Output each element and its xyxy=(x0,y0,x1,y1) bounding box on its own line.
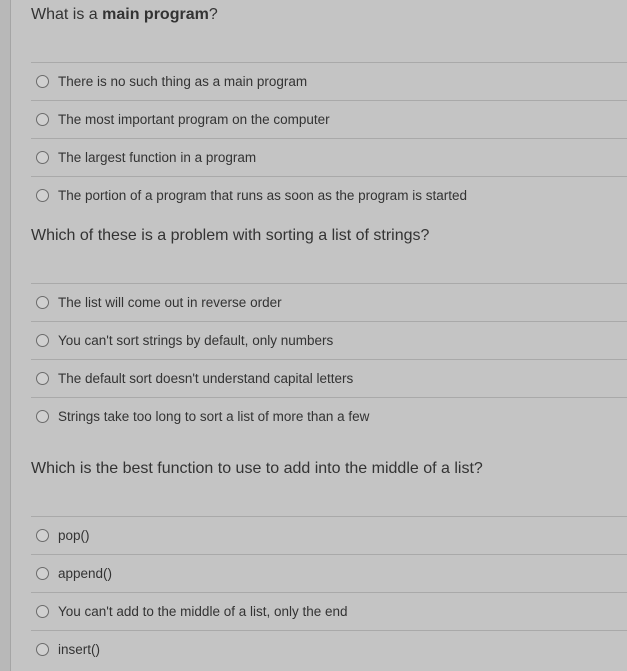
question-1-option-d[interactable] xyxy=(31,176,627,214)
radio-button-icon[interactable] xyxy=(36,529,49,542)
radio-button-icon[interactable] xyxy=(36,334,49,347)
question-3-text: Which is the best function to use to add into the middle of a list? xyxy=(31,460,483,477)
radio-button-icon[interactable] xyxy=(36,410,49,423)
option-label: You can't sort strings by default, only numbers xyxy=(58,333,334,348)
question-3-option-b[interactable] xyxy=(31,554,627,592)
question-2-option-c[interactable] xyxy=(31,359,627,397)
question-1 xyxy=(31,5,627,25)
option-label: insert() xyxy=(58,642,101,657)
option-label: The portion of a program that runs as soon as the program is started xyxy=(58,188,467,203)
radio-button-icon[interactable] xyxy=(36,643,49,656)
option-label: pop() xyxy=(58,528,90,543)
radio-button-icon[interactable] xyxy=(36,605,49,618)
radio-button-icon[interactable] xyxy=(36,567,49,580)
question-2-option-d[interactable] xyxy=(31,397,627,435)
question-3-option-a[interactable] xyxy=(31,516,627,554)
option-label: The default sort doesn't understand capital letters xyxy=(58,371,354,386)
radio-button-icon[interactable] xyxy=(36,113,49,126)
option-label: Strings take too long to sort a list of more than a few xyxy=(58,409,370,424)
option-label: The list will come out in reverse order xyxy=(58,295,282,310)
question-1-prefix: What is a xyxy=(31,6,103,23)
question-3-options xyxy=(31,516,627,668)
question-1-option-a[interactable] xyxy=(31,62,627,100)
question-1-text xyxy=(31,5,627,25)
question-2-option-b[interactable] xyxy=(31,321,627,359)
question-1-suffix: ? xyxy=(208,6,218,23)
question-1-option-c[interactable] xyxy=(31,138,627,176)
option-label: The largest function in a program xyxy=(58,150,257,165)
option-label: There is no such thing as a main program xyxy=(58,74,308,89)
option-label: append() xyxy=(58,566,113,581)
radio-button-icon[interactable] xyxy=(36,75,49,88)
radio-button-icon[interactable] xyxy=(36,151,49,164)
option-label: The most important program on the computer xyxy=(58,112,330,127)
question-1-options xyxy=(31,62,627,214)
option-label: You can't add to the middle of a list, only the end xyxy=(58,604,348,619)
question-2-option-a[interactable] xyxy=(31,283,627,321)
question-1-bold-term: main program xyxy=(102,6,209,23)
page-left-border xyxy=(0,0,11,671)
question-3-option-d[interactable] xyxy=(31,630,627,668)
radio-button-icon[interactable] xyxy=(36,189,49,202)
question-2 xyxy=(31,226,627,246)
question-3 xyxy=(31,459,627,479)
radio-button-icon[interactable] xyxy=(36,372,49,385)
question-2-text: Which of these is a problem with sorting a list of strings? xyxy=(31,227,430,244)
question-2-options xyxy=(31,283,627,435)
question-1-option-b[interactable] xyxy=(31,100,627,138)
question-3-option-c[interactable] xyxy=(31,592,627,630)
radio-button-icon[interactable] xyxy=(36,296,49,309)
